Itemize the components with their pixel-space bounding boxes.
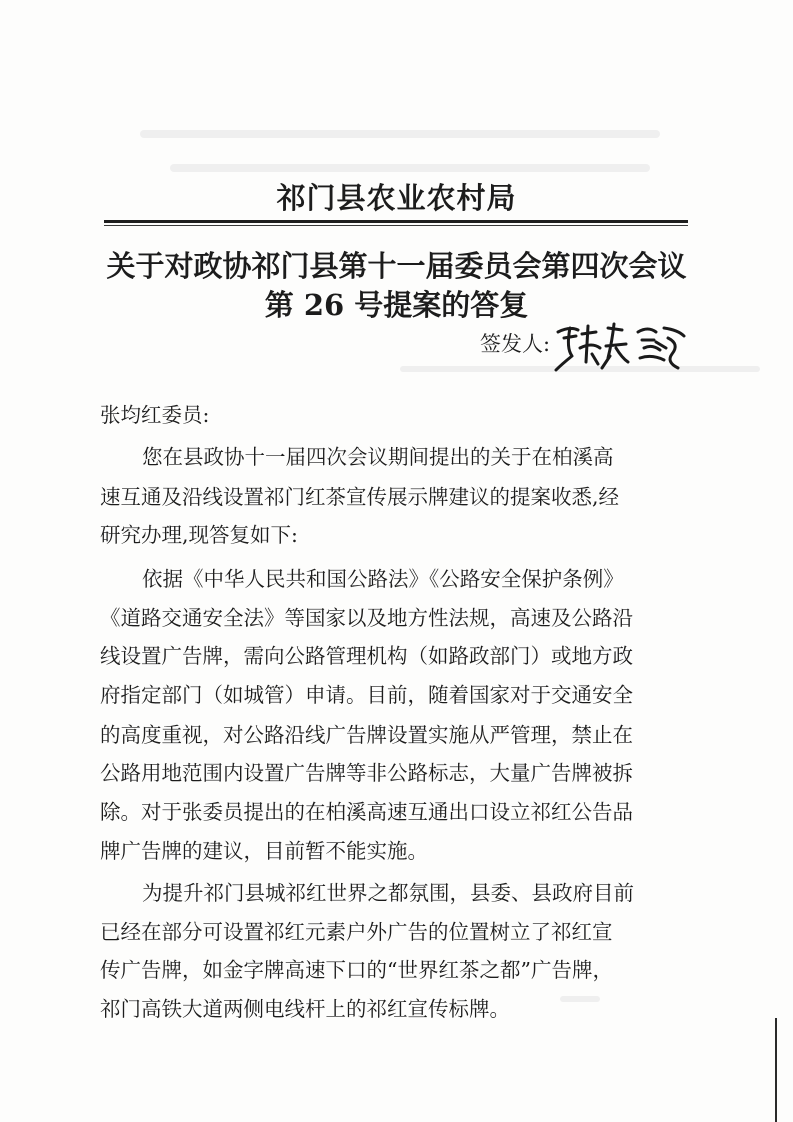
body-line: 公路用地范围内设置广告牌等非公路标志，大量广告牌被拆 [100,761,633,785]
document-title-line-2: 第 26 号提案的答复 [264,288,529,322]
scan-bleed-mark [140,130,660,138]
scan-edge-line [775,1018,777,1122]
header-rule-thin [104,225,688,226]
scan-bleed-mark [170,164,650,172]
body-line: 除。对于张委员提出的在柏溪高速互通出口设立祁红公告品 [100,800,633,824]
body-line: 您在县政协十一届四次会议期间提出的关于在柏溪高 [142,445,614,469]
header-rule-thick [104,220,688,223]
body-line: 《道路交通安全法》等国家以及地方性法规，高速及公路沿 [100,606,633,630]
body-line: 传广告牌，如金字牌高速下口的“世界红茶之都”广告牌， [100,958,613,982]
body-line: 的高度重视，对公路沿线广告牌设置实施从严管理，禁止在 [100,723,633,747]
salutation: 张均红委员: [100,403,210,427]
handwritten-signature [552,318,692,376]
document-title-line-1: 关于对政协祁门县第十一届委员会第四次会议 [106,249,687,283]
body-line: 为提升祁门县城祁红世界之都氛围，县委、县政府目前 [142,881,634,905]
body-line: 速互通及沿线设置祁门红茶宣传展示牌建议的提案收悉,经 [100,485,620,509]
body-line: 线设置广告牌，需向公路管理机构（如路政部门）或地方政 [100,644,633,668]
body-line: 祁门高铁大道两侧电线杆上的祁红宣传标牌。 [100,997,510,1021]
body-line: 研究办理,现答复如下: [100,523,298,547]
body-line: 依据《中华人民共和国公路法》《公路安全保护条例》 [142,567,624,591]
signer-label: 签发人: [480,332,551,356]
body-line: 已经在部分可设置祁红元素户外广告的位置树立了祁红宣 [100,920,613,944]
organization-name: 祁门县农业农村局 [276,181,517,215]
body-line: 牌广告牌的建议，目前暂不能实施。 [100,839,428,863]
body-line: 府指定部门（如城管）申请。目前，随着国家对于交通安全 [100,683,633,707]
